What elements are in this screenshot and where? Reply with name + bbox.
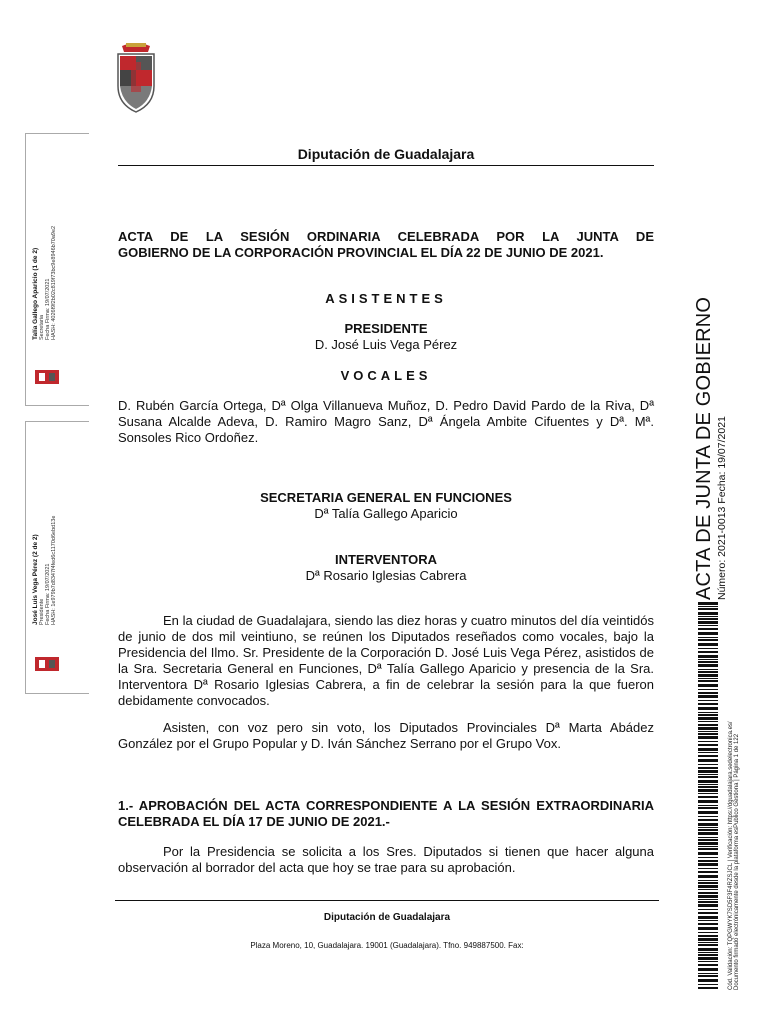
barcode (698, 602, 718, 990)
acta-number-date: Número: 2021-0013 Fecha: 19/07/2021 (716, 416, 728, 600)
footer-address: Plaza Moreno, 10, Guadalajara. 19001 (Guadalajara). Tfno. 949887500. Fax: (250, 941, 524, 950)
signature-1-crest-icon (34, 368, 60, 386)
title-line-1: ACTA DE LA SESIÓN ORDINARIA CELEBRADA POR LA JUNTA DE (118, 229, 654, 244)
agenda-item-1-body: Por la Presidencia se solicita a los Sres. Diputados si tienen que hacer alguna observación al borrador del acta que hoy se trae para su aprobación. (118, 844, 654, 875)
verification-text (728, 721, 740, 990)
signature-1-name: Talía Gallego Aparicio (1 de 2) (32, 247, 39, 340)
vocales-list: D. Rubén García Ortega, Dª Olga Villanueva Muñoz, D. Pedro David Pardo de la Riva, Dª Susana Alcalde Adeva, D. Ramiro Magro Sanz, Dª Ángela Ambite Cifuentes y Dª. Mª. Sonsoles Rico Ordoñez. (118, 398, 654, 445)
signature-1-role: Secretaria (39, 314, 45, 340)
signature-2 (32, 516, 57, 625)
president-name: D. José Luis Vega Pérez (314, 337, 458, 352)
footer-org: Diputación de Guadalajara (323, 912, 451, 923)
document-title (118, 229, 654, 261)
title-line-2: GOBIERNO DE LA CORPORACIÓN PROVINCIAL EL DÍA 22 DE JUNIO DE 2021. (118, 245, 604, 260)
acta-title: ACTA DE JUNTA DE GOBIERNO (693, 296, 715, 600)
attendees-heading: ASISTENTES (325, 291, 447, 306)
agenda-item-1-title (118, 798, 654, 830)
agenda-item-1-text: 1.- APROBACIÓN DEL ACTA CORRESPONDIENTE A LA SESIÓN EXTRAORDINARIA CELEBRADA EL DÍA 17 DE JUNIO DE 2021.- (118, 798, 654, 829)
footer-divider (115, 900, 659, 901)
vocales-heading: VOCALES (340, 368, 432, 383)
interventora-name: Dª Rosario Iglesias Cabrera (305, 568, 467, 583)
verification-line-1: Cód. Validación: TQPGWYK7SD5F3F4RZSJCL | Verificación: https://dguadalajara.sedelectronica.es/ (728, 721, 734, 990)
interventora-heading: INTERVENTORA (334, 552, 438, 567)
signature-2-crest-icon (34, 655, 60, 673)
signature-2-name: José Luis Vega Pérez (2 de 2) (32, 534, 39, 625)
header-org: Diputación de Guadalajara (297, 146, 475, 162)
verification-line-2: Documento firmado electrónicamente desde la plataforma esPublico Gestiona | Página 1 de 122 (734, 733, 740, 990)
secretaria-name: Dª Talía Gallego Aparicio (314, 506, 458, 521)
secretaria-heading: SECRETARIA GENERAL EN FUNCIONES (260, 490, 512, 505)
header-divider (118, 165, 654, 166)
signature-1-date: Fecha Firma: 19/07/2021 (45, 278, 51, 340)
signature-2-date: Fecha Firma: 19/07/2021 (45, 563, 51, 625)
signature-2-hash: HASH: 1e979b7d8347f4fed6c1170d6ebd13e (51, 515, 57, 625)
coat-of-arms-logo (112, 42, 160, 114)
president-heading: PRESIDENTE (344, 321, 428, 336)
signature-2-role: Presidente (39, 598, 45, 625)
body-paragraph-1: En la ciudad de Guadalajara, siendo las diez horas y cuatro minutos del día veintidós de junio de dos mil veintiuno, se reúnen los Diputados reseñados como vocales, bajo la Presidencia del Ilmo. Sr. Presidente de la Corporación D. José Luis Vega Pérez, asistidos de la Sra. Secretaria General en Funciones, Dª Talía Gallego Aparicio y presencia de la Sra. Interventora Dª Rosario Iglesias Cabrera, a fin de celebrar la sesión para la que fueron debidamente convocados. (118, 613, 654, 708)
acta-side-title (693, 297, 728, 600)
signature-1-hash: HASH: 4026f9f2b02c819f73bc9e8946b70a9e2 (51, 225, 57, 340)
body-paragraph-2: Asisten, con voz pero sin voto, los Diputados Provinciales Dª Marta Abádez González por el Grupo Popular y D. Iván Sánchez Serrano por el Grupo Vox. (118, 720, 654, 751)
signature-1 (32, 226, 57, 340)
